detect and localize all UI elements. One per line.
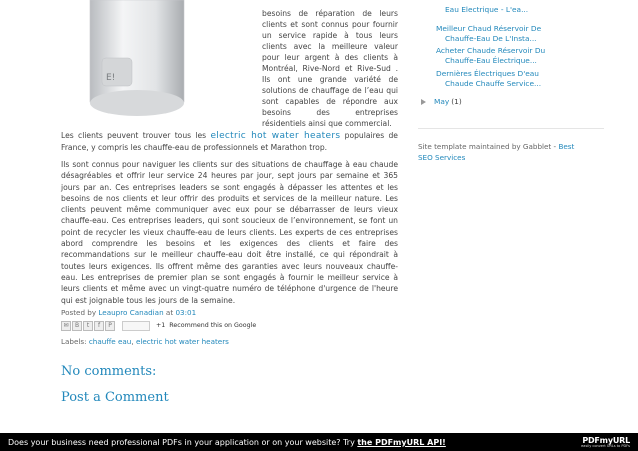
template-text: Site template maintained by Gabblet - [418, 142, 557, 151]
pinterest-icon[interactable]: P [105, 321, 115, 331]
sidebar-post-line[interactable]: Acheter Chaude Réservoir Du [436, 46, 546, 55]
paragraph-2-text: Ils sont connus pour naviguer les clients sur des situations de chauffage à eau chaude désagréables et offrir leur service 24 heures par jour, sept jours par semaine et 365 jours par an. Ces entreprises leaders se sont engagés à dépasser les attentes et les besoins de nos clients et leur offrir des produits et services de la meilleur nature. Les clients peuvent même communiquer avec eux pour se débarrasser de leurs vieux chauffe-eau. Ces entreprises leaders, qui sont soucieux de l’environnement, se font un point de recycler les vieux chauffe-eau de leurs clients. Les experts de ces entreprises abord comprendre les besoins et les exigences des clients et faire des recommandations sur le meilleur chauffe-eau doit être installé, ce qui répondrait à toutes leurs exigences. Ils offrent même des garanties avec leurs nouveaux chauffe-eau. Les entreprises de premier plan se sont engagés à fournir le meilleur service à leurs clients et même avec un vingt-quatre numéro de téléphone d'urgence de l'heure qui est joignable tous les jours de la semaine. [61, 160, 398, 305]
comments-heading: No comments: [61, 364, 157, 379]
best-seo-services-link[interactable]: Best SEO Services [418, 142, 575, 162]
sidebar-post-link[interactable] [436, 5, 576, 15]
share-bar [61, 320, 256, 331]
archive-count: (1) [451, 97, 462, 106]
sidebar-post-link[interactable] [436, 69, 576, 90]
p1-before: Les clients peuvent trouver tous les [61, 131, 207, 140]
blogthis-icon[interactable]: B [72, 321, 82, 331]
heater-brand-logo: E! [106, 73, 116, 83]
sidebar-post-line[interactable]: Eau Electrique - L'ea... [445, 5, 529, 14]
author-link[interactable]: Leaupro Canadian [98, 308, 164, 317]
electric-hot-water-heaters-link[interactable]: electric hot water heaters [210, 131, 341, 141]
sidebar-post-link[interactable] [436, 46, 576, 67]
sidebar-post-line[interactable]: Chauffe-Eau Électrique... [445, 56, 537, 66]
recommend-label: Recommend this on Google [169, 322, 257, 329]
footer-text: Does your business need professional PDFs in your application or on your website? Try [8, 438, 355, 447]
sidebar-divider [418, 128, 604, 129]
post-text-wrap [262, 8, 398, 129]
post-time-link[interactable]: 03:01 [175, 308, 197, 317]
label-separator: , [131, 337, 134, 346]
google-plus-button[interactable] [122, 321, 150, 331]
twitter-icon[interactable]: t [83, 321, 93, 331]
template-credit [418, 142, 578, 163]
sidebar-post-line[interactable]: Dernières Électriques D'eau [436, 69, 539, 78]
pdf-footer-banner [0, 433, 638, 451]
archive-month-toggle[interactable] [421, 97, 462, 106]
posted-by-label: Posted by [61, 308, 97, 317]
pdfmyurl-logo[interactable]: PDFmyURL [582, 436, 630, 445]
email-icon[interactable]: ✉ [61, 321, 71, 331]
facebook-icon[interactable]: f [94, 321, 104, 331]
sidebar-post-link[interactable] [436, 24, 576, 45]
p1-after: populaires de France, y compris les chauffe-eau de professionnels et Marathon trop. [61, 131, 398, 153]
sidebar-post-line[interactable]: Chauffe-Eau De L'Insta... [445, 34, 537, 44]
label-electric-hot-water-heaters[interactable]: electric hot water heaters [135, 337, 229, 346]
post-labels [61, 337, 229, 346]
label-chauffe-eau[interactable]: chauffe eau [88, 337, 132, 346]
pdfmyurl-api-link[interactable]: the PDFmyURL API! [357, 438, 446, 447]
sidebar-post-line[interactable]: Meilleur Chaud Réservoir De [436, 24, 542, 33]
post-comment-heading: Post a Comment [61, 390, 169, 405]
wrap-paragraph: besoins de réparation de leurs clients et sont connus pour fournir un service rapide à tous leurs clients avec la meilleure valeur pour leur argent à des clients à Montréal, Rive-Nord et Rive-Sud . Ils ont une grande variété de solutions de chauffage de l’eau qui sont capables de répondre aux besoins des entreprises résidentiels ainsi que commercial. [262, 9, 398, 128]
pdfmyurl-logo-tagline: easily convert URLs to PDFs [581, 444, 630, 448]
plus-one-label: +1 [156, 322, 166, 329]
sidebar-post-line[interactable]: Chaude Chauffe Service... [445, 79, 542, 89]
post-paragraph-2 [61, 159, 398, 306]
water-heater-image [76, 0, 198, 124]
post-meta [61, 308, 196, 317]
footer-message [8, 438, 446, 447]
post-paragraph-1 [61, 130, 398, 154]
at-label: at [165, 308, 174, 317]
archive-month-link[interactable]: May [434, 97, 450, 106]
labels-prefix: Labels: [61, 337, 87, 346]
expand-triangle-icon[interactable] [421, 99, 426, 105]
